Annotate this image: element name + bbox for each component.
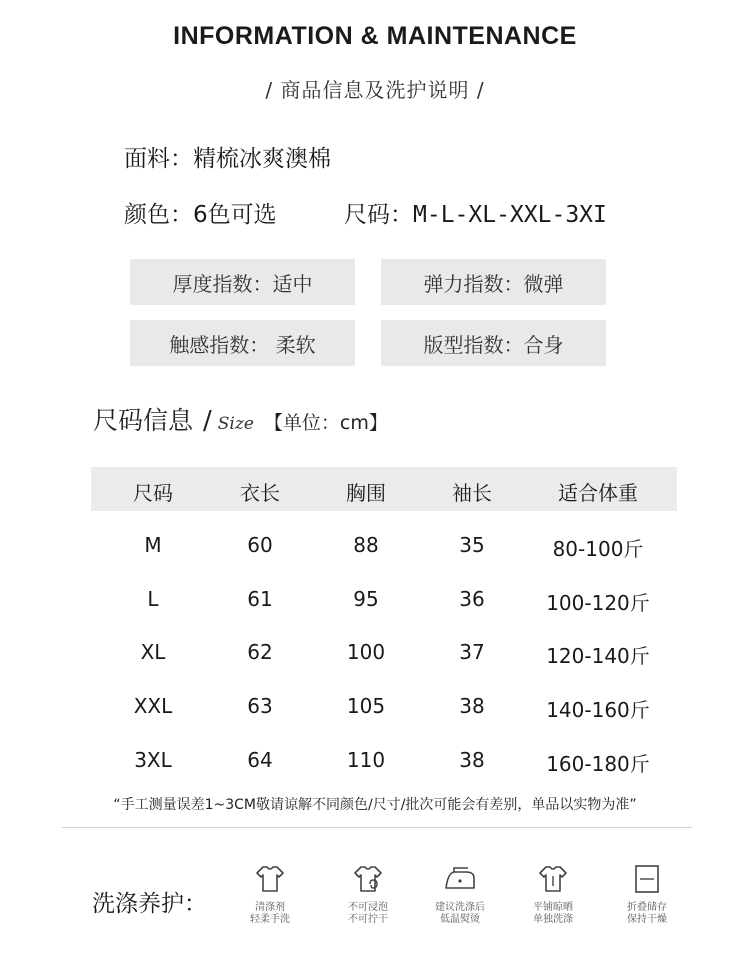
header-sleeve: 袖长: [452, 481, 492, 505]
size-heading-en: Size: [217, 414, 254, 434]
table-row: [0, 640, 750, 670]
cell-length: 64: [247, 748, 273, 772]
cell-size: M: [144, 533, 162, 557]
care-text-2: 轻柔手洗: [250, 914, 290, 925]
care-text-2: 保持干燥: [627, 914, 667, 925]
thickness-index: 厚度指数：适中: [130, 259, 355, 305]
cell-size: 3XL: [134, 748, 172, 772]
cell-chest: 95: [353, 587, 379, 611]
cell-length: 61: [247, 587, 273, 611]
cell-weight: 140-160斤: [546, 698, 650, 722]
cell-length: 62: [247, 640, 273, 664]
care-text-1: 清涤剂: [255, 902, 285, 913]
table-row: [0, 748, 750, 778]
header-size: 尺码: [133, 481, 173, 505]
color-size-line: [124, 196, 607, 229]
size-heading-slash: /: [203, 406, 212, 436]
care-text-2: 不可拧干: [348, 914, 388, 925]
cell-size: XXL: [133, 694, 173, 718]
iron-low-temp-icon: [440, 864, 480, 894]
care-item-iron: [420, 864, 500, 926]
no-soak-shirt-icon: [351, 864, 385, 894]
flat-dry-shirt-icon: [536, 864, 570, 894]
care-item-fold: [607, 864, 687, 926]
table-row: [0, 587, 750, 617]
care-text-1: 建议洗涤后: [435, 902, 485, 913]
size-part: [344, 196, 607, 229]
fit-index: 版型指数：合身: [381, 320, 606, 366]
touch-index: 触感指数： 柔软: [130, 320, 355, 366]
hand-wash-shirt-icon: [253, 864, 287, 894]
measurement-note: “手工测量误差1~3CM敬请谅解不同颜色/尺寸/批次可能会有差别，单品以实物为准”: [113, 797, 637, 813]
cell-size: L: [147, 587, 159, 611]
fabric-label: 面料：: [124, 146, 193, 172]
divider: [62, 827, 692, 828]
cell-sleeve: 38: [459, 748, 485, 772]
cell-sleeve: 36: [459, 587, 485, 611]
cell-weight: 120-140斤: [546, 644, 650, 668]
cell-chest: 88: [353, 533, 379, 557]
header-chest: 胸围: [346, 481, 386, 505]
cell-sleeve: 35: [459, 533, 485, 557]
size-unit: 【单位：cm】: [263, 412, 388, 434]
size-label: 尺码：: [344, 202, 413, 228]
table-row: [0, 694, 750, 724]
cell-size: XL: [140, 640, 166, 664]
fold-storage-icon: [630, 864, 664, 894]
cell-chest: 110: [346, 748, 386, 772]
table-row: [0, 533, 750, 563]
title-cn: / 商品信息及洗护说明 /: [265, 78, 485, 102]
fabric-value: 精梳冰爽澳棉: [193, 146, 331, 172]
care-label: 洗涤养护：: [92, 891, 207, 917]
cell-chest: 100: [346, 640, 386, 664]
fabric-line: [124, 140, 331, 173]
cell-weight: 80-100斤: [552, 537, 644, 561]
care-text-1: 不可浸泡: [348, 902, 388, 913]
color-label: 颜色：: [124, 202, 193, 228]
cell-length: 60: [247, 533, 273, 557]
care-text-2: 低温熨烫: [440, 914, 480, 925]
size-heading-cn: 尺码信息: [93, 406, 194, 435]
elasticity-index: 弹力指数：微弹: [381, 259, 606, 305]
cell-length: 63: [247, 694, 273, 718]
cell-chest: 105: [346, 694, 386, 718]
care-item-no-soak: [328, 864, 408, 926]
cell-sleeve: 38: [459, 694, 485, 718]
cell-weight: 100-120斤: [546, 591, 650, 615]
header-weight: 适合体重: [558, 481, 638, 505]
title-en: INFORMATION & MAINTENANCE: [173, 22, 577, 50]
size-table-header: [91, 467, 677, 511]
care-text-1: 折叠储存: [627, 902, 667, 913]
cell-weight: 160-180斤: [546, 752, 650, 776]
header-length: 衣长: [240, 481, 280, 505]
size-heading: [93, 401, 388, 437]
care-item-hand-wash: [230, 864, 310, 926]
care-text-2: 单独洗涤: [533, 914, 573, 925]
color-value: 6色可选: [193, 202, 277, 228]
care-text-1: 平铺晾晒: [533, 902, 573, 913]
size-value: M-L-XL-XXL-3XI: [413, 202, 607, 228]
care-item-flat-dry: [513, 864, 593, 926]
cell-sleeve: 37: [459, 640, 485, 664]
